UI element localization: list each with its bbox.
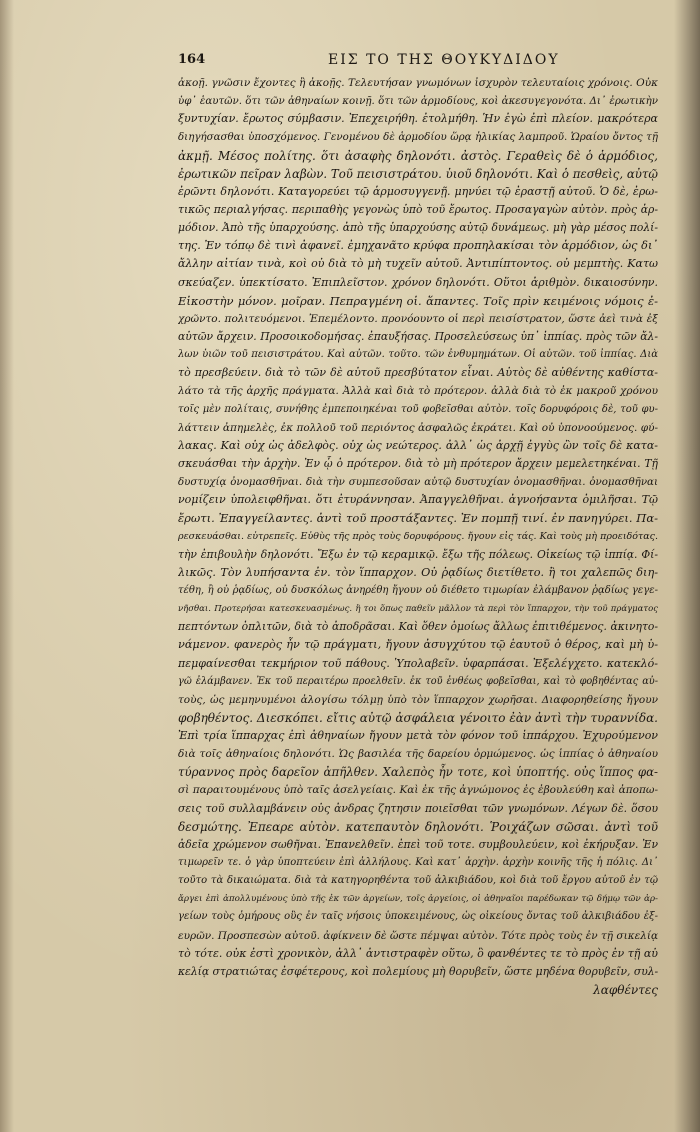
text-line: τὴν ἐπιβουλὴν δηλονότι. Ἔξω ἐν τῷ κεραμικῷ. ἔξω τῆς πόλεως. Οἰκείως τῷ ἱππίᾳ. Φί- <box>178 547 658 561</box>
text-line: πεμφαίνεσθαι τεκμήριον τοῦ πάθους. Ὑπολαβεῖν. ὑφαρπάσαι. Ἐξελέγχετο. κατεκλό- <box>178 656 658 670</box>
text-line: σὶ παραιτουμένους ὑπὸ ταῖς ἀσελγείαις. Καὶ ἐκ τῆς ἀγνώμονος ἐς ἐβουλεύθη καὶ ἀποπω- <box>178 784 658 797</box>
text-line: σκεύαζεν. ὑπεκτίσατο. Ἐπιπλεῖστον. χρόνον δηλονότι. Οὕτοι ἀριθμὸν. δικαιοσύνην. <box>178 275 658 289</box>
page-header <box>178 52 648 72</box>
text-line: σεις τοῦ συλλαμβάνειν οὐς ἀνδρας ζητησιν ποιεῖσθαι τῶν γνωμόνων. Λέγων δὲ. ὅσου <box>178 801 658 815</box>
text-line: μόδιον. Ἀπὸ τῆς ὑπαρχούσης. ἀπὸ τῆς ὑπαρχούσης αὐτῷ δυνάμεως. μὴ γὰρ μέσος πολί- <box>178 221 658 235</box>
text-line: ρεσκευάσθαι. εὐτρεπεῖς. Εὐθὺς τῆς πρὸς τοὺς δορυφόρους. ἤγουν εἰς τάς. Καὶ τοὺς μὴ προειδότας. <box>178 530 658 542</box>
text-line: λων ὑιῶν τοῦ πεισιστράτου. Καὶ αὐτῶν. τοῦτο. τῶν ἐνθυμημάτων. Οἱ αὐτῶν. τοῦ ἰππίας. Διὰ <box>178 349 658 361</box>
text-line: τὸ τότε. οὐκ ἐστὶ χρονικὸν, ἀλλ᾽ ἀντιστραφὲν οὕτω, ὃ φανθέντες τε τὸ πρὸς ἐν τῇ αὐ <box>178 946 658 960</box>
text-line: διὰ τοῖς ἀθηναίοις δηλονότι. Ὡς βασιλέα τῆς δαρείου ὁρμώμενος. ὡς ἱππίας ὁ ἀθηναίου <box>178 748 658 761</box>
text-line: ἄλλην αἰτίαν τινὰ, κοὶ οὐ διὰ τὸ μὴ τυχεῖν αὐτοῦ. Ἀντιπίπτοντος. οὐ μεμπτὴς. Κατω <box>178 257 658 271</box>
text-line: φοβηθέντος. Διεσκόπει. εἴτις αὐτῷ ἀσφάλεια γένοιτο ἐὰν ἀντὶ τὴν τυραννίδα. <box>178 710 658 725</box>
text-line: Ἐπὶ τρία ἵππαρχας ἐπὶ ἀθηναίων ἤγουν μετὰ τὸν φόνον τοῦ ἱππάρχου. Ἐχυρούμενον <box>178 729 658 743</box>
text-line: ἀκοῇ. γνῶσιν ἔχοντες ἢ ἀκοῇς. Τελευτήσαν γνωμόνων ἰσχυρὸν τελευταίοις χρόνοις. Οὐκ <box>178 77 658 89</box>
text-line: γῶ ἐλάμβανεν. Ἐκ τοῦ περαιτέρω προελθεῖν. ἐκ τοῦ ἐνθέως φοβεῖσθαι, καὶ τὸ φοβηθέντας αὐ- <box>178 675 658 687</box>
text-line: λικῶς. Τὸν λυπήσαντα ἐν. τὸν ἵππαρχον. Οὐ ῥᾳδίως διετίθετο. ἢ τοι χαλεπῶς διη- <box>178 565 658 579</box>
text-line: λάτο τὰ τῆς ἀρχῆς πράγματα. Ἀλλὰ καὶ διὰ τὸ πρότερον. ἀλλὰ διὰ τὸ ἐκ μακροῦ χρόνου <box>178 385 658 398</box>
text-line: ἔρωτι. Ἐπαγγείλαντες. ἀντὶ τοῦ προστάξαντες. Ἐν πομπῇ τινί. ἐν πανηγύρει. Πα- <box>178 511 658 526</box>
text-line: τικῶς περιαλγήσας. περιπαθὴς γεγονὼς ὑπὸ τοῦ ἔρωτος. Προσαγαγὼν αὐτὸν. πρὸς ἁρ- <box>178 202 658 216</box>
text-line: ἀκμῇ. Μέσος πολίτης. ὅτι ἀσαφὴς δηλονότι. ἀστὸς. Γεραθεὶς δὲ ὁ ἁρμόδιος, <box>178 148 658 163</box>
text-line: τοὺς, ὡς μεμηνυμένοι ἀλογίσω τόλμῃ ὑπὸ τὸν ἵππαρχον χωρῆσαι. Διαφορηθείσης ἤγουν <box>178 693 658 706</box>
text-line: σκευάσθαι τὴν ἀρχὴν. Ἐν ᾧ ὁ πρότερον. διὰ τὸ μὴ πρότερον ἄρχειν μεμελετηκέναι. Τῇ <box>178 456 658 470</box>
text-line: νῆσθαι. Προτερήσαι κατεσκευασμένως. ἢ τοι ὅπως παθεῖν μᾶλλον τὰ περὶ τὸν ἵππαρχον, τὴν τοῦ πράγματος <box>178 604 658 615</box>
text-line: ευρῶν. Προσπεσὼν αὐτοῦ. ἀφίκνειν δὲ ὥστε πέμψαι αὐτὸν. Τότε πρὸς τοὺς ἐν τῇ σικελίᾳ <box>178 929 658 942</box>
text-line: νομίζειν ὑπολειφθῆναι. ὅτι ἐτυράννησαν. Ἀπαγγελθῆναι. ἀγνοήσαντα ὁμιλῆσαι. Τῷ <box>178 493 658 507</box>
text-line: τιμωρεῖν τε. ὁ γὰρ ὑποπτεύειν ἐπὶ ἀλλήλους. Καὶ κατ᾽ ἀρχὴν. ἀρχὴν κοινῆς τῆς ἡ πόλις. Δι᾽ <box>178 857 658 869</box>
text-line: τοῦτο τὰ δικαιώματα. διὰ τὰ κατηγορηθέντα τοῦ ἀλκιβιάδου, κοὶ διὰ τοῦ ἔργου αὐτοῦ ἐν τῷ <box>178 875 658 887</box>
text-line: ἐρωτικῶν πεῖραν λαβὼν. Τοῦ πεισιστράτου. ὑιοῦ δηλονότι. Καὶ ὁ πεσθεὶς, αὐτῷ <box>178 166 658 181</box>
text-line: χρῶντο. πολιτευόμενοι. Ἐπεμέλοντο. προνόουντο οἱ περὶ πεισίστρατον, ὥστε ἀεὶ τινὰ ἐξ <box>178 312 658 325</box>
text-line: λακας. Καὶ οὐχ ὡς ἀδελφὸς. οὐχ ὡς νεώτερος. ἀλλ᾽ ὡς ἀρχῇ ἐγγὺς ὢν τοῖς δὲ κατα- <box>178 438 658 452</box>
text-line: αὐτῶν ἄρχειν. Προσοικοδομήσας. ἐπαυξήσας. Προσελεύσεως ὑπ᾽ ἰππίας. πρὸς τῶν ἄλ- <box>178 329 658 343</box>
text-line: κελίᾳ στρατιώτας ἐσφέτερους, κοὶ πολεμίους μὴ θορυβεῖν, ὥστε μηδένα θορυβεῖν, συλ- <box>178 964 658 978</box>
page-gutter-shadow <box>0 0 14 1132</box>
text-line: ἀδεῖα χρώμενον σωθῆναι. Ἐπανελθεῖν. ἐπεὶ τοῦ τοτε. συμβουλεύειν, κοὶ ἐκήρυξαν. Ἐν <box>178 837 658 851</box>
text-line: δυστυχίᾳ ὀνομασθῆναι. διὰ τὴν συμπεσοῦσαν αὐτῷ δυστυχίαν ὀνομασθῆναι. ὀνομασθῆναι <box>178 476 658 489</box>
text-line: ἄργει ἐπὶ ἀπολλυμένους ὑπὸ τῆς ἐκ τῶν ἀργείων, τοῖς ἀργείοις, οἱ ἀθηναῖοι παρέδωκαν τῷ δήμῳ τῶν ἀρ- <box>178 894 658 905</box>
text-line: λαφθέντες <box>593 983 658 998</box>
text-line: τύραννος πρὸς δαρεῖον ἀπῆλθεν. Χαλεπὸς ἦν τοτε, κοὶ ὑποπτής. οὐς ἵππος φα- <box>178 765 658 780</box>
running-head: ΕΙΣ ΤΟ ΤΗΣ ΘΟΥΚΥΔΙΔΟΥ <box>328 52 560 68</box>
text-line: διηγήσασθαι ὑποσχόμενος. Γενομένου δὲ ἁρμοδίου ὥρᾳ ἡλικίας λαμπροῦ. Ὡραίου ὄντος τῇ <box>178 131 658 144</box>
text-line: τοῖς μὲν πολίταις, συνήθης ἐμπεποιηκέναι τοῦ φοβεῖσθαι αὐτὸν. τοῖς δορυφόροις δὲ, τοῦ φυ- <box>178 403 658 415</box>
text-line: Εἰκοστὴν μόνον. μοῖραν. Πεπραγμένη οἱ. ἅπαντες. Τοῖς πρὶν κειμένοις νόμοις ἐ- <box>178 293 658 308</box>
text-line: ὑφ᾽ ἑαυτῶν. ὅτι τῶν ἀθηναίων κοινῇ. ὅτι τῶν ἁρμοδίους, κοὶ ἀκεσυγεγονότα. Δι᾽ ἐρωτικὴν <box>178 95 658 108</box>
page-edge-shadow <box>674 0 700 1132</box>
commentary-text <box>178 74 658 999</box>
text-line: πεπτόντων ὁπλιτῶν, διὰ τὸ ἀποδρᾶσαι. Καὶ ὅθεν ὁμοίως ἄλλως ἐπιτιθέμενος. ἀκινητο- <box>178 620 658 634</box>
text-line: δεσμώτης. Ἐπεαρε αὐτὸν. κατεπαυτὸν δηλονότι. Ῥοιχάζων σῶσαι. ἀντὶ τοῦ <box>178 819 658 834</box>
text-line: λάττειν ἀπημελὲς, ἐκ πολλοῦ τοῦ περιόντος ἀσφαλῶς ἐκράτει. Καὶ οὐ ὑπονοούμενος. φύ- <box>178 421 658 434</box>
text-line: νάμενον. φανερὸς ἦν τῷ πράγματι, ἤγουν ἀσυγχύτου τῷ ἑαυτοῦ ὁ θέρος, καὶ μὴ ὑ- <box>178 638 658 652</box>
text-line: ξυντυχίαν. ἔρωτος σύμβασιν. Ἐπεχειρήθη. ἐτολμήθη. Ἡν ἐγὼ ἐπὶ πλείον. μακρότερα <box>178 112 658 126</box>
text-line: της. Ἐν τόπῳ δὲ τινὶ ἀφανεῖ. ἐμηχανᾶτο κρύφα προπηλακίσαι τὸν ἁρμόδιον, ὡς δι᾽ <box>178 239 658 253</box>
text-line: ἐρῶντι δηλονότι. Καταγορεύει τῷ ἁρμοσυγγενῇ. μηνύει τῷ ἐραστῇ αὐτοῦ. Ὁ δὲ, ἐρω- <box>178 184 658 198</box>
text-line: τέθη, ἢ οὐ ῥᾳδίως, οὐ δυσκόλως ἀνηρέθη ἤγουν οὐ διέθετο τιμωρίαν ἐλάμβανον ῥᾳδίως γεγε- <box>178 584 658 596</box>
text-line: τὸ πρεσβεύειν. διὰ τὸ τῶν δὲ αὐτοῦ πρεσβύτατον εἶναι. Αὐτὸς δὲ αὐθέντης καθίστα- <box>178 366 658 380</box>
folio-number: 164 <box>178 52 206 67</box>
text-line: γείων τοὺς ὁμήρους οὓς ἐν ταῖς νήσοις ὑποκειμένους, ὡς οἰκείους ὄντας τοῦ ἀλκιβιάδου ἐξ- <box>178 911 658 923</box>
